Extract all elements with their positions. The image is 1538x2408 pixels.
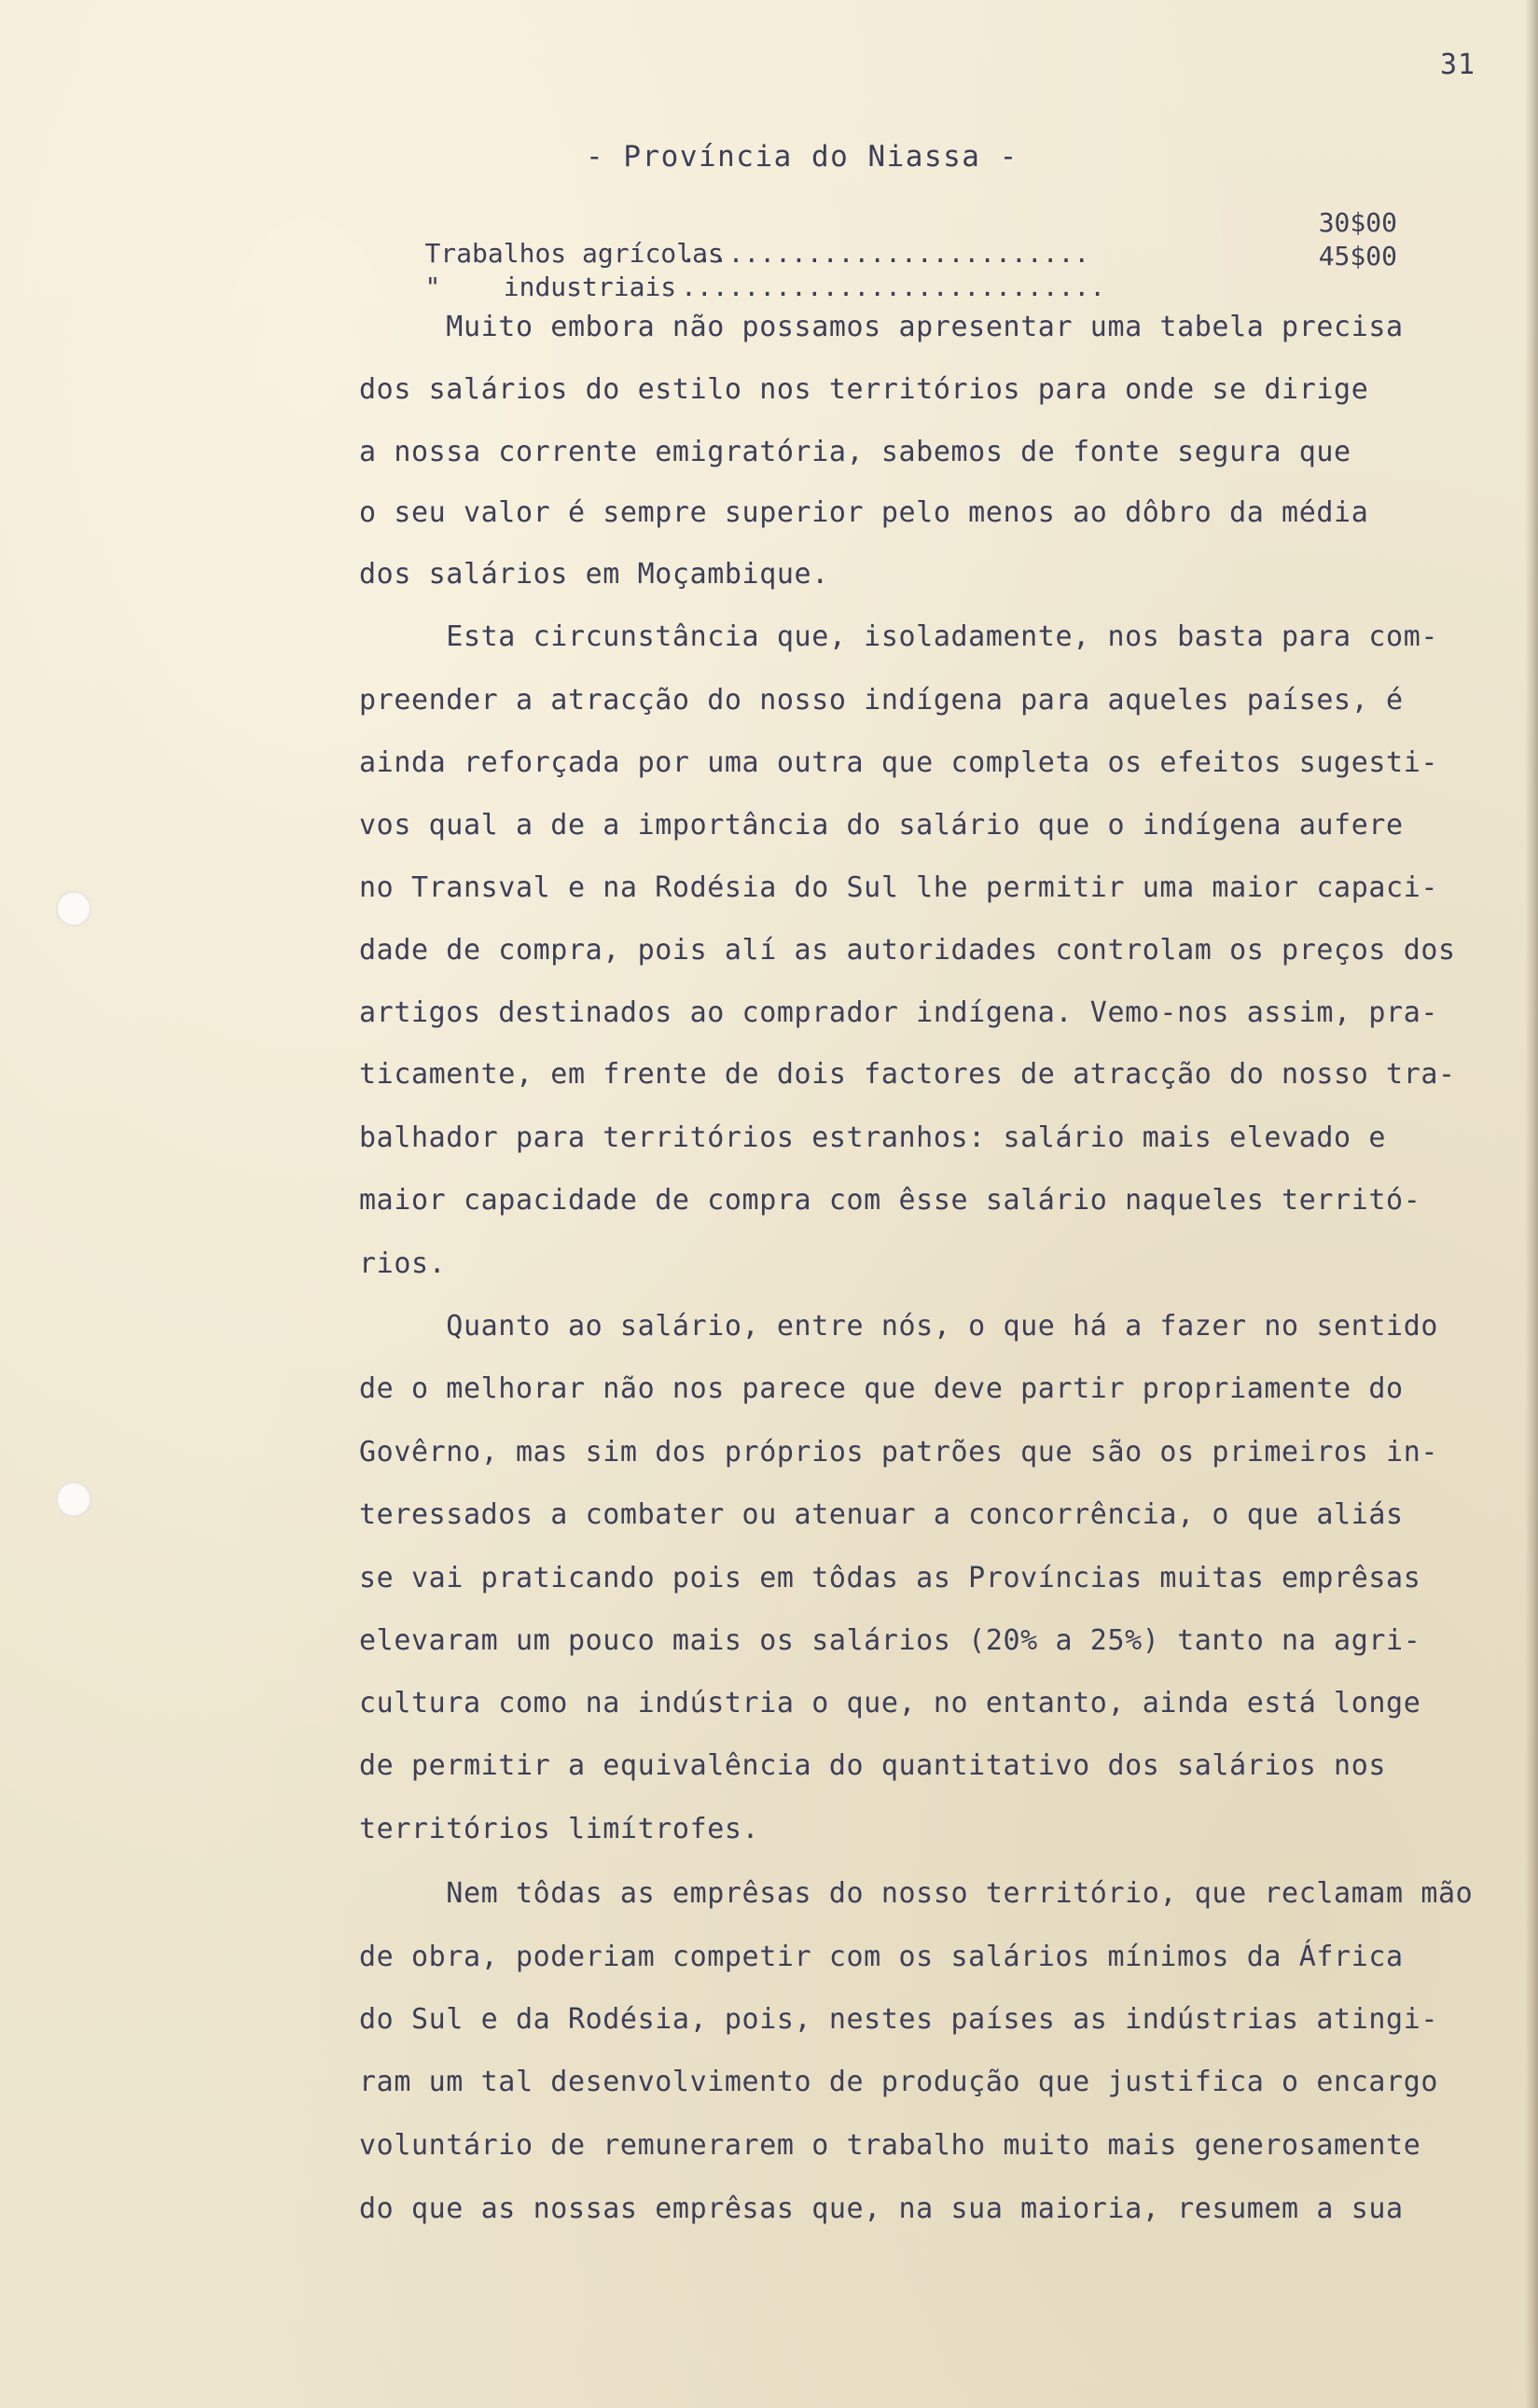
text-line: Govêrno, mas sim dos próprios patrões que são os primeiros in- <box>359 1436 1439 1468</box>
text-line: territórios limítrofes. <box>359 1813 760 1845</box>
text-line: do Sul e da Rodésia, pois, nestes países as indústrias atingi- <box>359 2003 1439 2036</box>
wage-amount: 45$00 <box>1318 241 1397 271</box>
text-line: maior capacidade de compra com êsse salário naqueles territó- <box>359 1184 1421 1217</box>
punch-hole-upper <box>56 891 91 926</box>
text-line: ram um tal desenvolvimento de produção que justifica o encargo <box>359 2066 1439 2098</box>
text-line: rios. <box>359 1247 447 1280</box>
wage-label: " industriais <box>424 271 677 302</box>
text-line: de obra, poderiam competir com os salários mínimos da África <box>359 1941 1404 1973</box>
text-line: preender a atracção do nosso indígena para aqueles países, é <box>359 684 1404 717</box>
text-line: no Transval e na Rodésia do Sul lhe permitir uma maior capaci- <box>359 871 1439 904</box>
text-line: Muito embora não possamos apresentar uma tabela precisa <box>359 311 1404 343</box>
text-line: o seu valor é sempre superior pelo menos ao dôbro da média <box>359 496 1369 529</box>
text-line: vos qual a de a importância do salário que o indígena aufere <box>359 809 1404 842</box>
text-line: do que as nossas emprêsas que, na sua maioria, resumem a sua <box>359 2192 1404 2225</box>
text-line: a nossa corrente emigratória, sabemos de fonte segura que <box>359 436 1351 468</box>
text-line: de permitir a equivalência do quantitativo dos salários nos <box>359 1749 1387 1782</box>
text-line: Nem tôdas as emprêsas do nosso território, que reclamam mão <box>359 1877 1474 1910</box>
text-line: teressados a combater ou atenuar a concorrência, o que aliás <box>359 1498 1404 1531</box>
text-line: dade de compra, pois alí as autoridades controlam os preços dos <box>359 934 1456 967</box>
text-line: balhador para territórios estranhos: salário mais elevado e <box>359 1121 1387 1154</box>
wage-table-row <box>362 241 1397 364</box>
text-line: cultura como na indústria o que, no entanto, ainda está longe <box>359 1687 1421 1719</box>
page-number: 31 <box>1440 49 1476 81</box>
text-line: artigos destinados ao comprador indígena. Vemo-nos assim, pra- <box>359 996 1439 1029</box>
text-line: ticamente, em frente de dois factores de atracção do nosso tra- <box>359 1058 1456 1091</box>
text-line: de o melhorar não nos parece que deve partir propriamente do <box>359 1372 1404 1405</box>
wage-label: Trabalhos agrícolas <box>424 238 724 269</box>
text-line: elevaram um pouco mais os salários (20% a 25%) tanto na agri- <box>359 1624 1421 1657</box>
text-line: Quanto ao salário, entre nós, o que há a fazer no sentido <box>359 1310 1439 1343</box>
text-line: Esta circunstância que, isoladamente, nos basta para com- <box>359 620 1439 653</box>
leader-dots: ........................... <box>681 271 1106 302</box>
leader-dots: .......................... <box>681 238 1090 269</box>
punch-hole-lower <box>56 1482 91 1517</box>
text-line: ainda reforçada por uma outra que completa os efeitos sugesti- <box>359 746 1439 779</box>
text-line: se vai praticando pois em tôdas as Províncias muitas emprêsas <box>359 1562 1421 1594</box>
page-edge-shadow <box>1525 0 1538 2408</box>
wage-amount: 30$00 <box>1318 207 1397 238</box>
text-line: dos salários em Moçambique. <box>359 558 829 591</box>
text-line: voluntário de remunerarem o trabalho muito mais generosamente <box>359 2129 1421 2162</box>
text-line: dos salários do estilo nos territórios para onde se dirige <box>359 373 1369 406</box>
section-heading: - Província do Niassa - <box>586 140 1018 174</box>
